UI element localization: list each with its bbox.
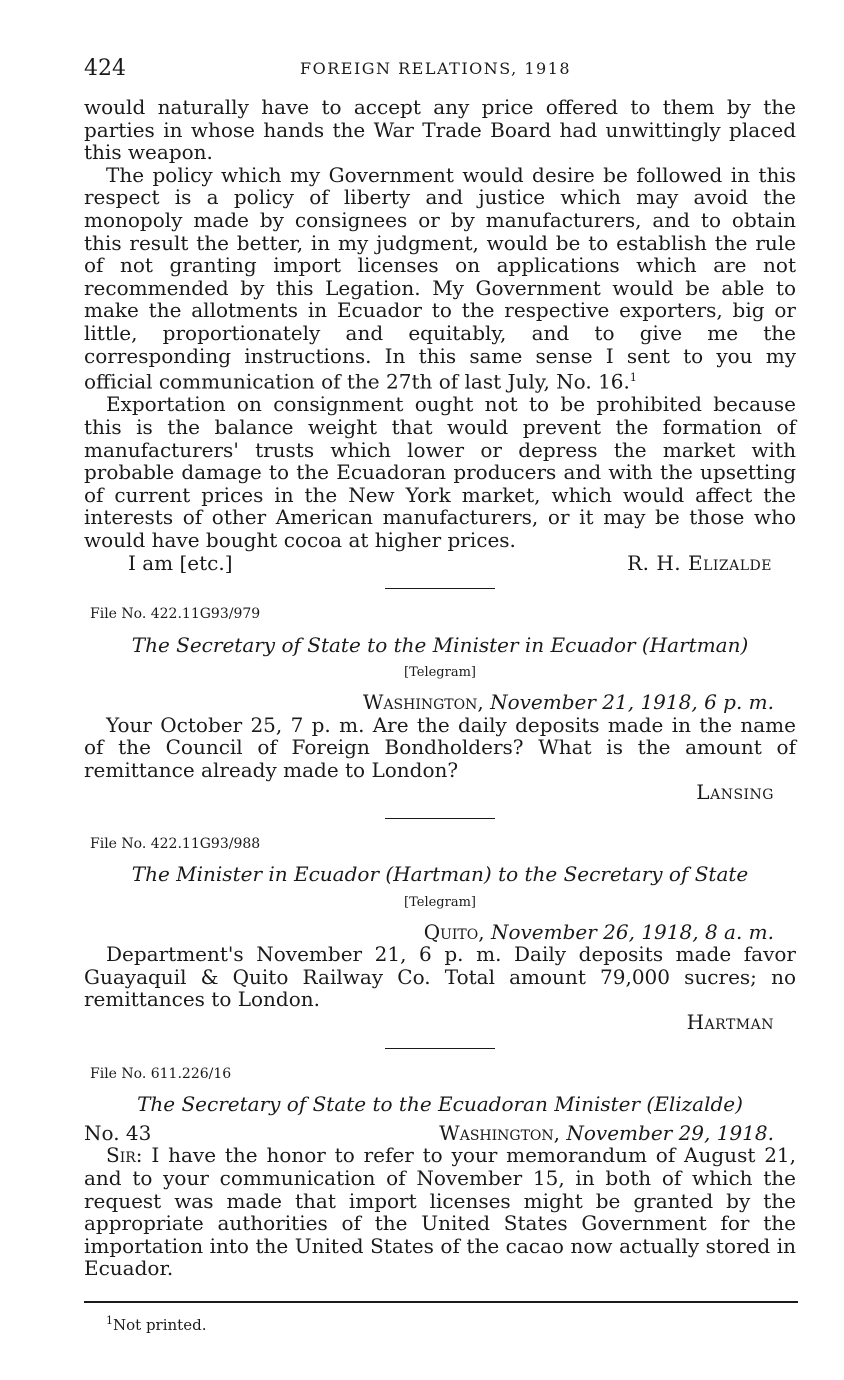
paragraph: Sir: I have the honor to refer to your memorandum of August 21, and to your communication of November 15, in both of which the request was made that import licenses might be granted by the appropriate authorities of the United States Government for the importation into the United States of the cacao now actually stored in Ecuador.	[84, 1143, 796, 1281]
closing: I am [etc.]	[128, 550, 233, 575]
paragraph: Exportation on consignment ought not to be prohibited because this is the balance weight that would prevent the formation of manufacturers' trusts which lower or depress the market with probable damage to the Ecuadoran producers and with the upsetting of current prices in the New York market, which would affect the interests of other American manufacturers, or it may be those who would have bought cocoa at higher prices.	[84, 392, 796, 552]
footnote-divider	[84, 1301, 798, 1303]
dateline: Washington, November 29, 1918.	[439, 1120, 774, 1145]
signature: Hartman	[686, 1010, 774, 1035]
section-divider	[385, 818, 495, 819]
signature: Lansing	[696, 780, 774, 805]
paragraph: Department's November 21, 6 p. m. Daily deposits made favor Guayaquil & Quito Railway Co. Total amount 79,000 sucres; no remittances to London.	[84, 942, 796, 1012]
closing-row	[84, 552, 796, 575]
footnote-reference: 1	[629, 371, 637, 385]
number-dateline-row	[84, 1122, 796, 1145]
dateline: Washington, November 21, 1918, 6 p. m.	[362, 689, 774, 714]
page-number: 424	[84, 56, 126, 81]
paragraph: The policy which my Government would desire be followed in this respect is a policy of liberty and justice which may avoid the monopoly made by consignees or by manufacturers, and to obtain this result the better, in my judgment, would be to establish the rule of not granting import licenses on applications which are not recommended by this Legation. My Government would be able to make the allotments in Ecuador to the respective exporters, big or little, proportionately and equitably, and to give me the corresponding instructions. In this same sense I sent to you my official communication of the 27th of last July, No. 16.$^1$	[84, 162, 796, 394]
footnote: $^1$Not printed.	[106, 1314, 207, 1334]
document-title: The Secretary of State to the Ecuadoran Minister (Elizalde)	[137, 1092, 743, 1117]
signature: R. H. Elizalde	[627, 550, 772, 575]
document-title: The Secretary of State to the Minister in Ecuador (Hartman)	[131, 632, 749, 657]
file-number: File No. 611.226/16	[90, 1065, 232, 1082]
running-title: FOREIGN RELATIONS, 1918	[300, 59, 572, 78]
telegram-label: [Telegram]	[404, 895, 476, 911]
document-body	[84, 96, 796, 1280]
file-number: File No. 422.11G93/979	[90, 606, 261, 623]
paragraph: would naturally have to accept any price offered to them by the parties in whose hands the War Trade Board had unwittingly placed this weapon.	[84, 95, 796, 165]
telegram-label: [Telegram]	[404, 665, 476, 681]
section-divider	[385, 588, 495, 589]
dateline: Quito, November 26, 1918, 8 a. m.	[423, 919, 774, 944]
section-divider	[385, 1048, 495, 1049]
document-title: The Minister in Ecuador (Hartman) to the Secretary of State	[131, 862, 749, 887]
paragraph: Your October 25, 7 p. m. Are the daily deposits made in the name of the Council of Foreign Bondholders? What is the amount of remittance already made to London?	[84, 712, 796, 782]
document-number: No. 43	[84, 1120, 152, 1145]
salutation: Sir:	[106, 1143, 143, 1168]
file-number: File No. 422.11G93/988	[90, 835, 261, 852]
